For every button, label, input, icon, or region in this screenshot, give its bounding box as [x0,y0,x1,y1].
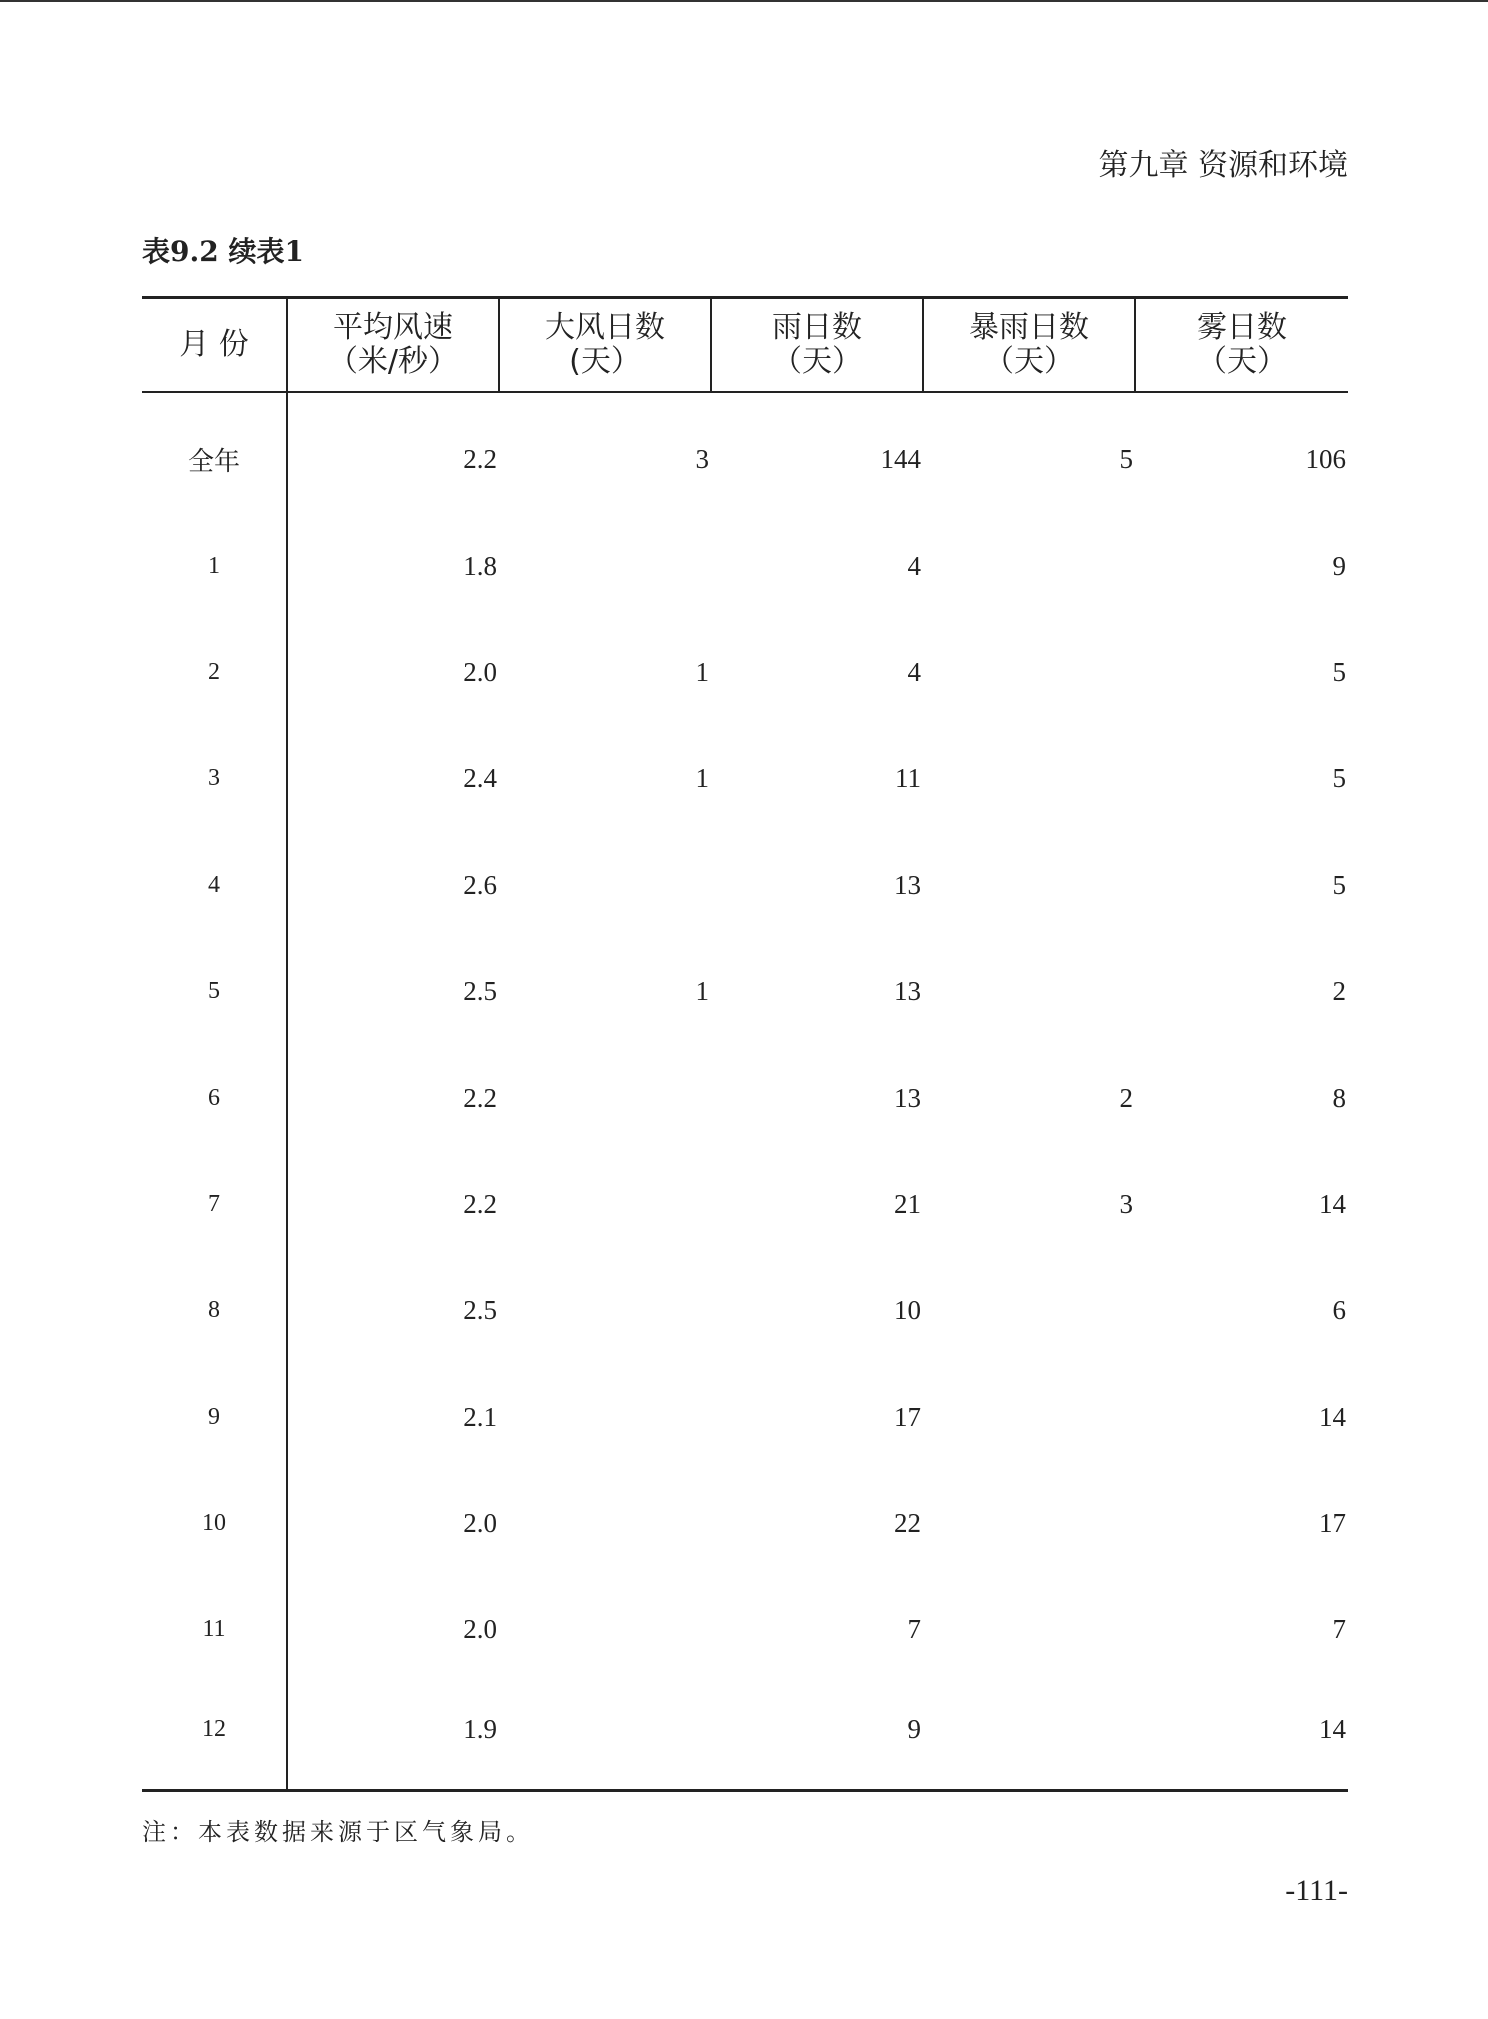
cell-rainstorm-days [923,1364,1135,1470]
cell-wind-speed: 2.5 [463,1295,497,1326]
chapter-header: 第九章 资源和环境 [1098,148,1348,183]
col-header-wind-speed: 平均风速 （米/秒） [287,298,499,392]
cell-rainstorm-days: 2 [1119,1082,1133,1113]
cell-month: 9 [142,1364,287,1470]
col-header-month: 月 份 [142,298,287,392]
cell-gale-days [499,832,711,938]
cell-gale-days [499,1470,711,1576]
cell-month: 6 [142,1045,287,1151]
cell-fog-days: 8 [1332,1082,1346,1113]
cell-rainstorm-days [923,619,1135,725]
cell-gale-days: 1 [695,976,709,1007]
cell-rain-days: 21 [894,1188,921,1219]
cell-rainstorm-days [923,1258,1135,1364]
cell-gale-days: 3 [695,444,709,475]
cell-gale-days [499,1045,711,1151]
cell-rainstorm-days [923,726,1135,832]
col-header-rain-days: 雨日数 （天） [711,298,923,392]
cell-fog-days: 7 [1332,1614,1346,1645]
table-title: 表9.2 续表1 [142,235,304,268]
cell-fog-days: 17 [1319,1508,1346,1539]
cell-rainstorm-days [923,1577,1135,1683]
table-row [142,726,1348,832]
cell-fog-days: 5 [1332,869,1346,900]
cell-wind-speed: 2.2 [463,1082,497,1113]
cell-month: 2 [142,619,287,725]
cell-fog-days: 14 [1319,1401,1346,1432]
cell-rain-days: 13 [894,976,921,1007]
table-row [142,1045,1348,1151]
cell-month: 7 [142,1151,287,1257]
table-row [142,1258,1348,1364]
cell-month: 全年 [142,392,287,513]
top-border-line [0,0,1488,2]
table-row [142,938,1348,1044]
cell-wind-speed: 2.6 [463,869,497,900]
cell-month: 4 [142,832,287,938]
table-row [142,832,1348,938]
cell-gale-days: 1 [695,656,709,687]
cell-rainstorm-days [923,832,1135,938]
cell-wind-speed: 2.0 [463,1614,497,1645]
cell-wind-speed: 1.8 [463,550,497,581]
cell-gale-days: 1 [695,763,709,794]
cell-rainstorm-days [923,1683,1135,1791]
cell-wind-speed: 2.1 [463,1401,497,1432]
cell-fog-days: 14 [1135,1683,1348,1791]
cell-wind-speed: 2.2 [463,1188,497,1219]
cell-fog-days: 2 [1332,976,1346,1007]
cell-month: 11 [142,1577,287,1683]
cell-fog-days: 14 [1319,1188,1346,1219]
table-row-annual-total [142,392,1348,513]
cell-rainstorm-days: 3 [1119,1188,1133,1219]
cell-rain-days: 7 [907,1614,921,1645]
cell-month: 10 [142,1470,287,1576]
cell-fog-days: 106 [1305,444,1346,475]
cell-gale-days [499,1683,711,1791]
cell-rain-days: 22 [894,1508,921,1539]
cell-wind-speed: 2.2 [463,444,497,475]
cell-wind-speed: 2.5 [463,976,497,1007]
cell-rain-days: 144 [880,444,921,475]
cell-wind-speed: 2.4 [463,763,497,794]
weather-data-table [142,296,1348,1792]
table-header-row [142,298,1348,392]
table-row [142,619,1348,725]
table-row [142,1683,1348,1791]
cell-month: 3 [142,726,287,832]
cell-rainstorm-days: 5 [1119,444,1133,475]
cell-rain-days: 10 [894,1295,921,1326]
cell-wind-speed: 2.0 [463,656,497,687]
cell-month: 5 [142,938,287,1044]
cell-rain-days: 13 [894,869,921,900]
table-row [142,1151,1348,1257]
table-row [142,1577,1348,1683]
cell-month: 12 [142,1683,287,1791]
col-header-gale-days: 大风日数 (天） [499,298,711,392]
cell-gale-days [499,1364,711,1470]
cell-gale-days [499,1151,711,1257]
cell-wind-speed: 1.9 [287,1683,499,1791]
cell-rain-days: 13 [894,1082,921,1113]
cell-wind-speed: 2.0 [463,1508,497,1539]
cell-rain-days: 11 [895,763,921,794]
cell-gale-days [499,1258,711,1364]
cell-rainstorm-days [923,513,1135,619]
cell-gale-days [499,1577,711,1683]
page-number: -111- [1285,1874,1348,1907]
col-header-rainstorm-days: 暴雨日数 （天） [923,298,1135,392]
cell-month: 8 [142,1258,287,1364]
cell-fog-days: 6 [1332,1295,1346,1326]
cell-fog-days: 5 [1332,656,1346,687]
table-note: 注：本表数据来源于区气象局。 [142,1818,534,1846]
cell-fog-days: 5 [1332,763,1346,794]
cell-rain-days: 4 [907,656,921,687]
table-row [142,1470,1348,1576]
cell-rainstorm-days [923,938,1135,1044]
cell-rain-days: 9 [711,1683,923,1791]
table-row [142,1364,1348,1470]
cell-rainstorm-days [923,1470,1135,1576]
cell-rain-days: 4 [907,550,921,581]
cell-fog-days: 9 [1332,550,1346,581]
table-row [142,513,1348,619]
col-header-fog-days: 雾日数 （天） [1135,298,1348,392]
cell-month: 1 [142,513,287,619]
cell-rain-days: 17 [894,1401,921,1432]
cell-gale-days [499,513,711,619]
